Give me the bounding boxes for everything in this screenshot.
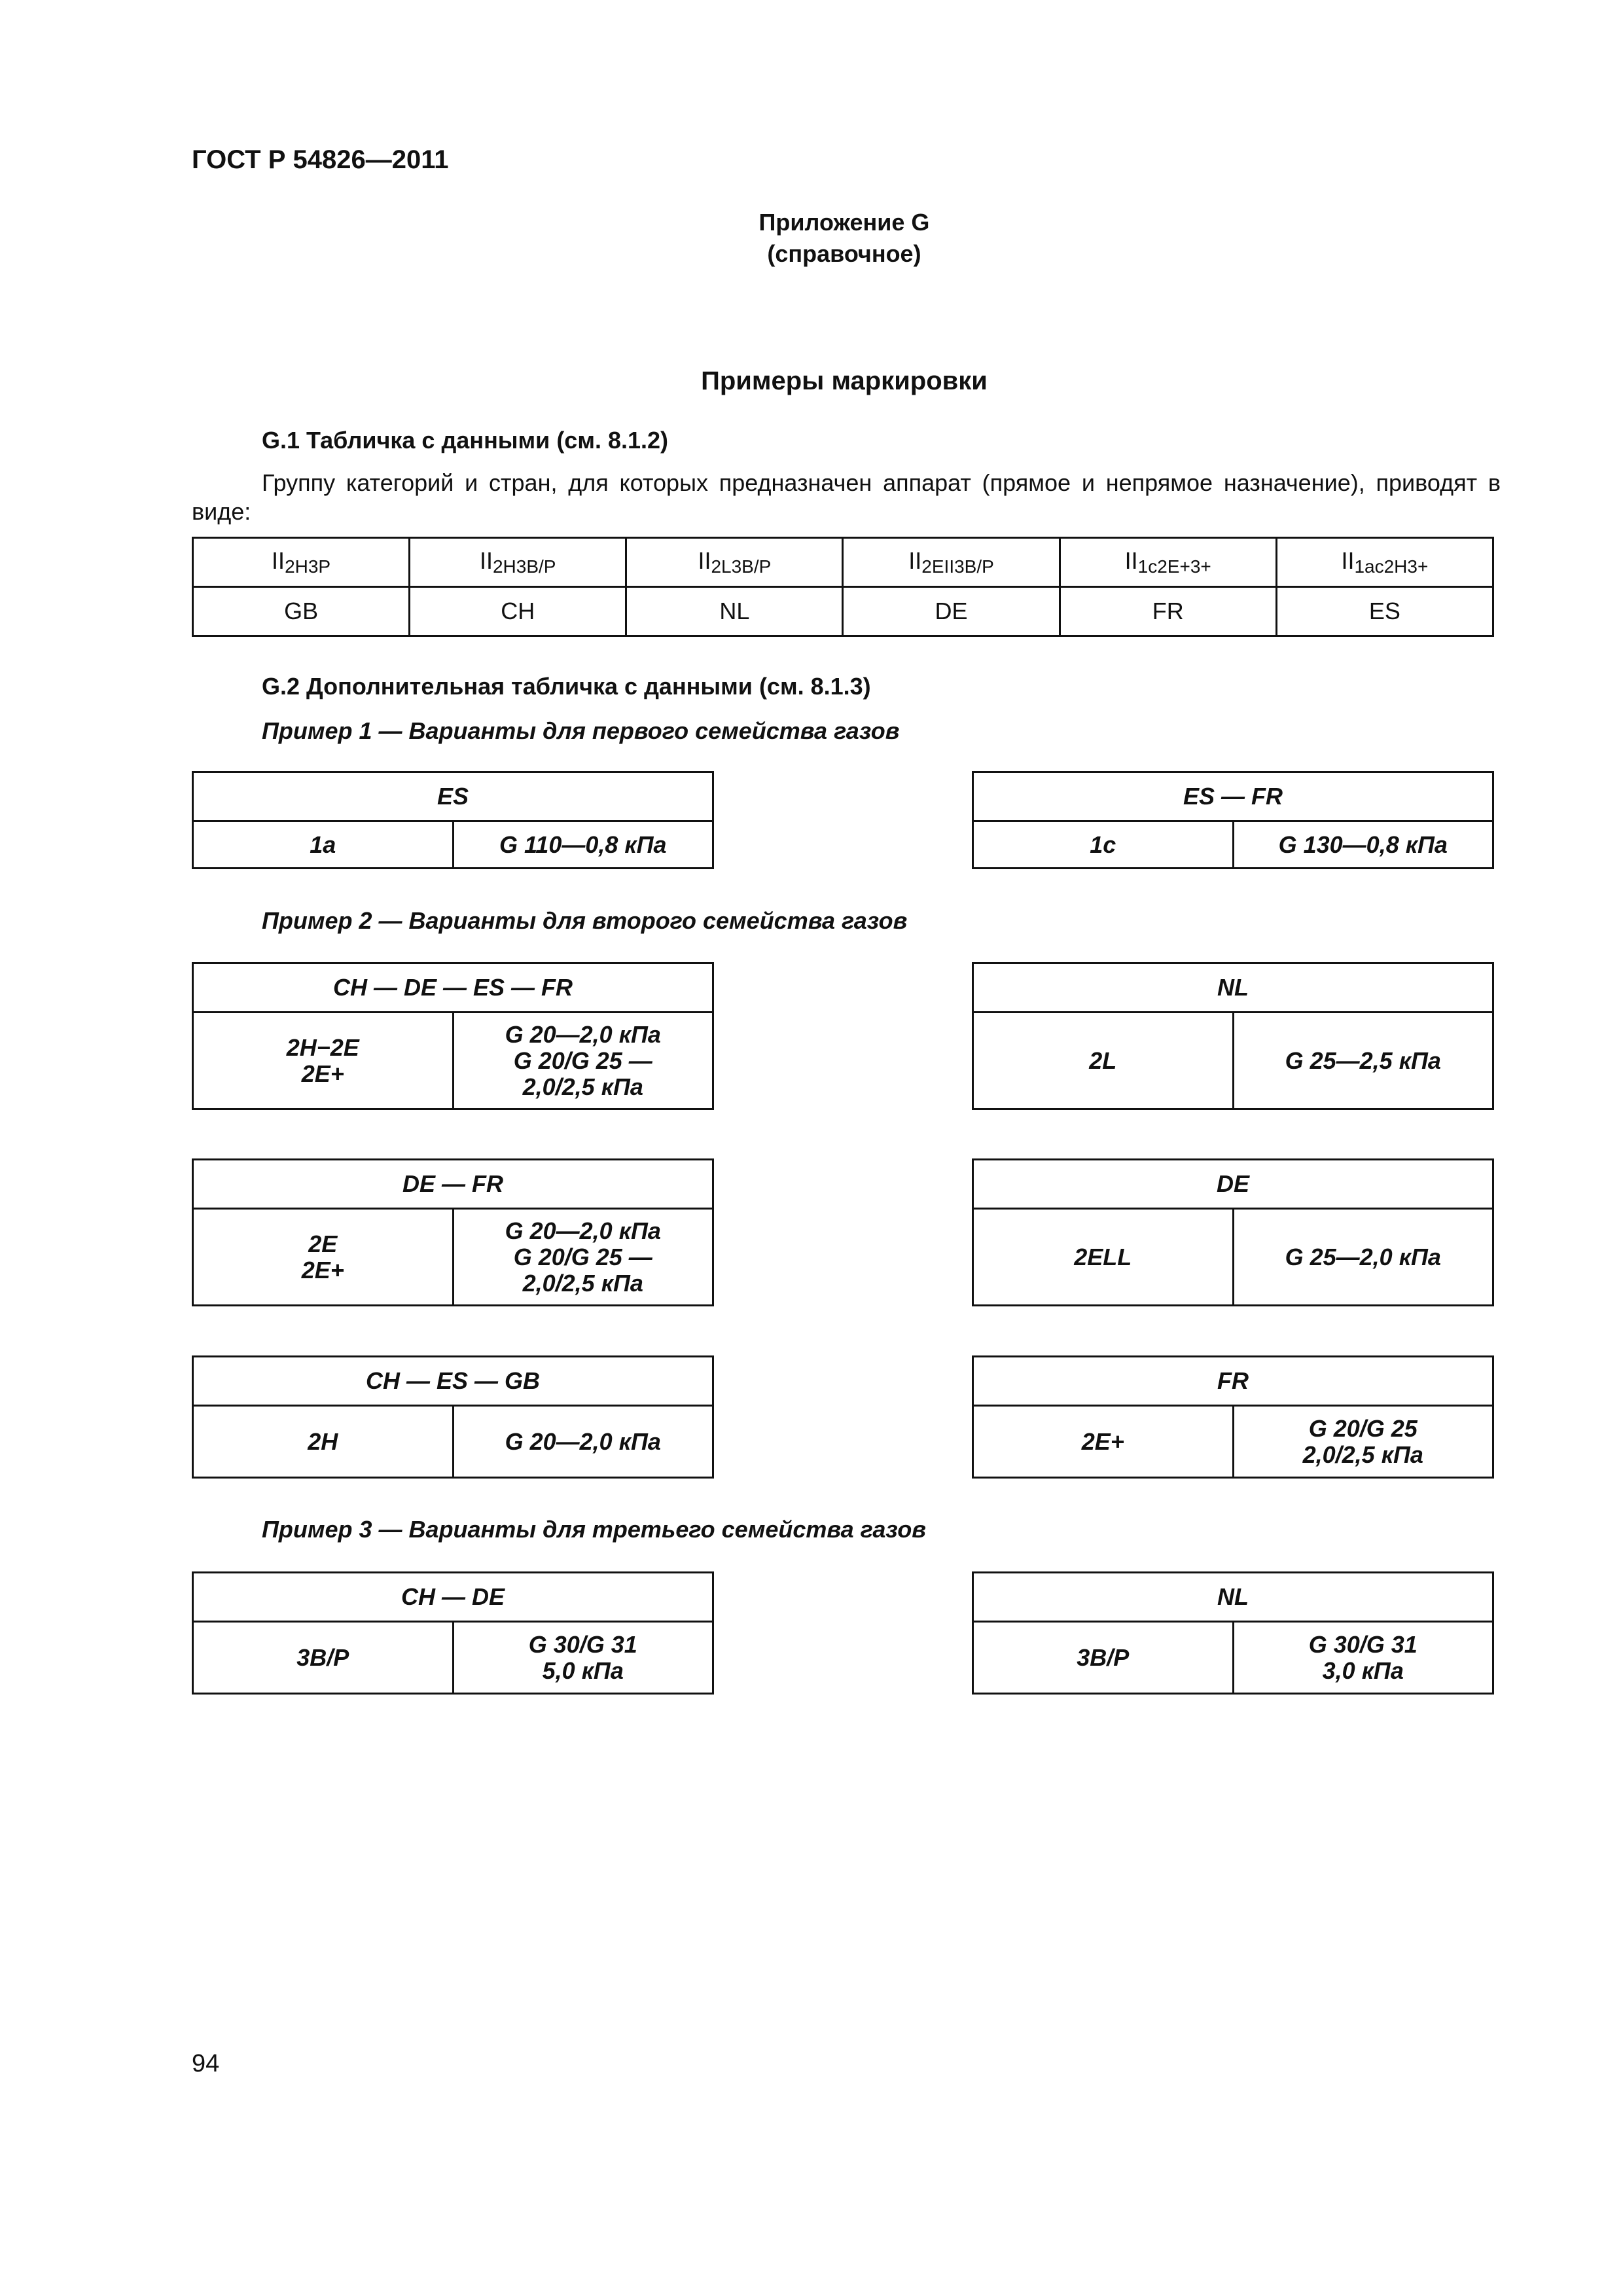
category-cell: $II_{1c2E+3+}$ [1060,538,1276,587]
country-cell: FR [1060,587,1276,636]
category-cell: 2E 2E+ [193,1209,454,1306]
example-3-table-ch-de [192,1571,714,1695]
table-header: NL [973,963,1493,1013]
category-cell: $II_{2EII3B/P}$ [843,538,1060,587]
annex-title: Приложение G [758,209,930,236]
category-cell: 2H [193,1406,454,1478]
country-cell: NL [626,587,843,636]
table-header: DE — FR [193,1160,713,1209]
table-header: FR [973,1357,1493,1406]
section-g1-paragraph: Группу категорий и стран, для которых предназначен аппарат (прямое и непрямое назначение), приводят в виде: [192,469,1501,525]
country-cell: CH [410,587,626,636]
table-header: CH — DE [193,1573,713,1622]
example-2-table-de [972,1158,1494,1306]
category-cell: 2L [973,1013,1234,1109]
section-g2-title: G.2 Дополнительная табличка с данными (см. 8.1.3) [262,673,871,700]
example-2-table-ch-es-gb [192,1355,714,1479]
gas-pressure-cell: G 110—0,8 кПа [453,821,713,869]
category-cell: 3B/P [193,1622,454,1694]
example-2-table-fr [972,1355,1494,1479]
gas-pressure-cell: G 25—2,5 кПа [1233,1013,1493,1109]
gas-pressure-cell: G 130—0,8 кПа [1233,821,1493,869]
example-2-title: Пример 2 — Варианты для второго семейства газов [262,907,908,934]
table-header: DE [973,1160,1493,1209]
category-cell: $II_{2H3B/P}$ [410,538,626,587]
country-cell: ES [1276,587,1493,636]
example-3-title: Пример 3 — Варианты для третьего семейства газов [262,1516,927,1543]
gas-pressure-cell: G 30/G 31 3,0 кПа [1233,1622,1493,1694]
gas-pressure-cell: G 20—2,0 кПа G 20/G 25 — 2,0/2,5 кПа [453,1013,713,1109]
table-header: ES [193,772,713,821]
categories-table [192,537,1494,637]
gas-pressure-cell: G 20—2,0 кПа G 20/G 25 — 2,0/2,5 кПа [453,1209,713,1306]
table-header: CH — ES — GB [193,1357,713,1406]
gas-pressure-cell: G 25—2,0 кПа [1233,1209,1493,1306]
categories-row [193,538,1493,587]
example-1-table-es-fr [972,771,1494,869]
category-cell: 3B/P [973,1622,1234,1694]
table-header: CH — DE — ES — FR [193,963,713,1013]
category-cell: 2H−2E 2E+ [193,1013,454,1109]
example-2-table-ch-de-es-fr [192,962,714,1110]
category-cell: $II_{2H3P}$ [193,538,410,587]
gas-pressure-cell: G 20/G 25 2,0/2,5 кПа [1233,1406,1493,1478]
annex-subtitle: (справочное) [767,240,921,267]
gas-pressure-cell: G 30/G 31 5,0 кПа [453,1622,713,1694]
table-header: NL [973,1573,1493,1622]
example-2-table-de-fr [192,1158,714,1306]
category-cell: $II_{1ac2H3+}$ [1276,538,1493,587]
category-cell: 2E+ [973,1406,1234,1478]
country-cell: GB [193,587,410,636]
example-1-title: Пример 1 — Варианты для первого семейства газов [262,717,900,744]
category-cell: 1a [193,821,454,869]
document-code: ГОСТ Р 54826—2011 [192,145,449,174]
page-heading: Примеры маркировки [701,367,988,395]
section-g1-title: G.1 Табличка с данными (см. 8.1.2) [262,427,669,454]
example-1-table-es [192,771,714,869]
page-number: 94 [192,2050,220,2077]
category-cell: 1c [973,821,1234,869]
example-3-table-nl [972,1571,1494,1695]
category-cell: 2ELL [973,1209,1234,1306]
country-cell: DE [843,587,1060,636]
table-header: ES — FR [973,772,1493,821]
countries-row [193,587,1493,636]
gas-pressure-cell: G 20—2,0 кПа [453,1406,713,1478]
example-2-table-nl [972,962,1494,1110]
category-cell: $II_{2L3B/P}$ [626,538,843,587]
